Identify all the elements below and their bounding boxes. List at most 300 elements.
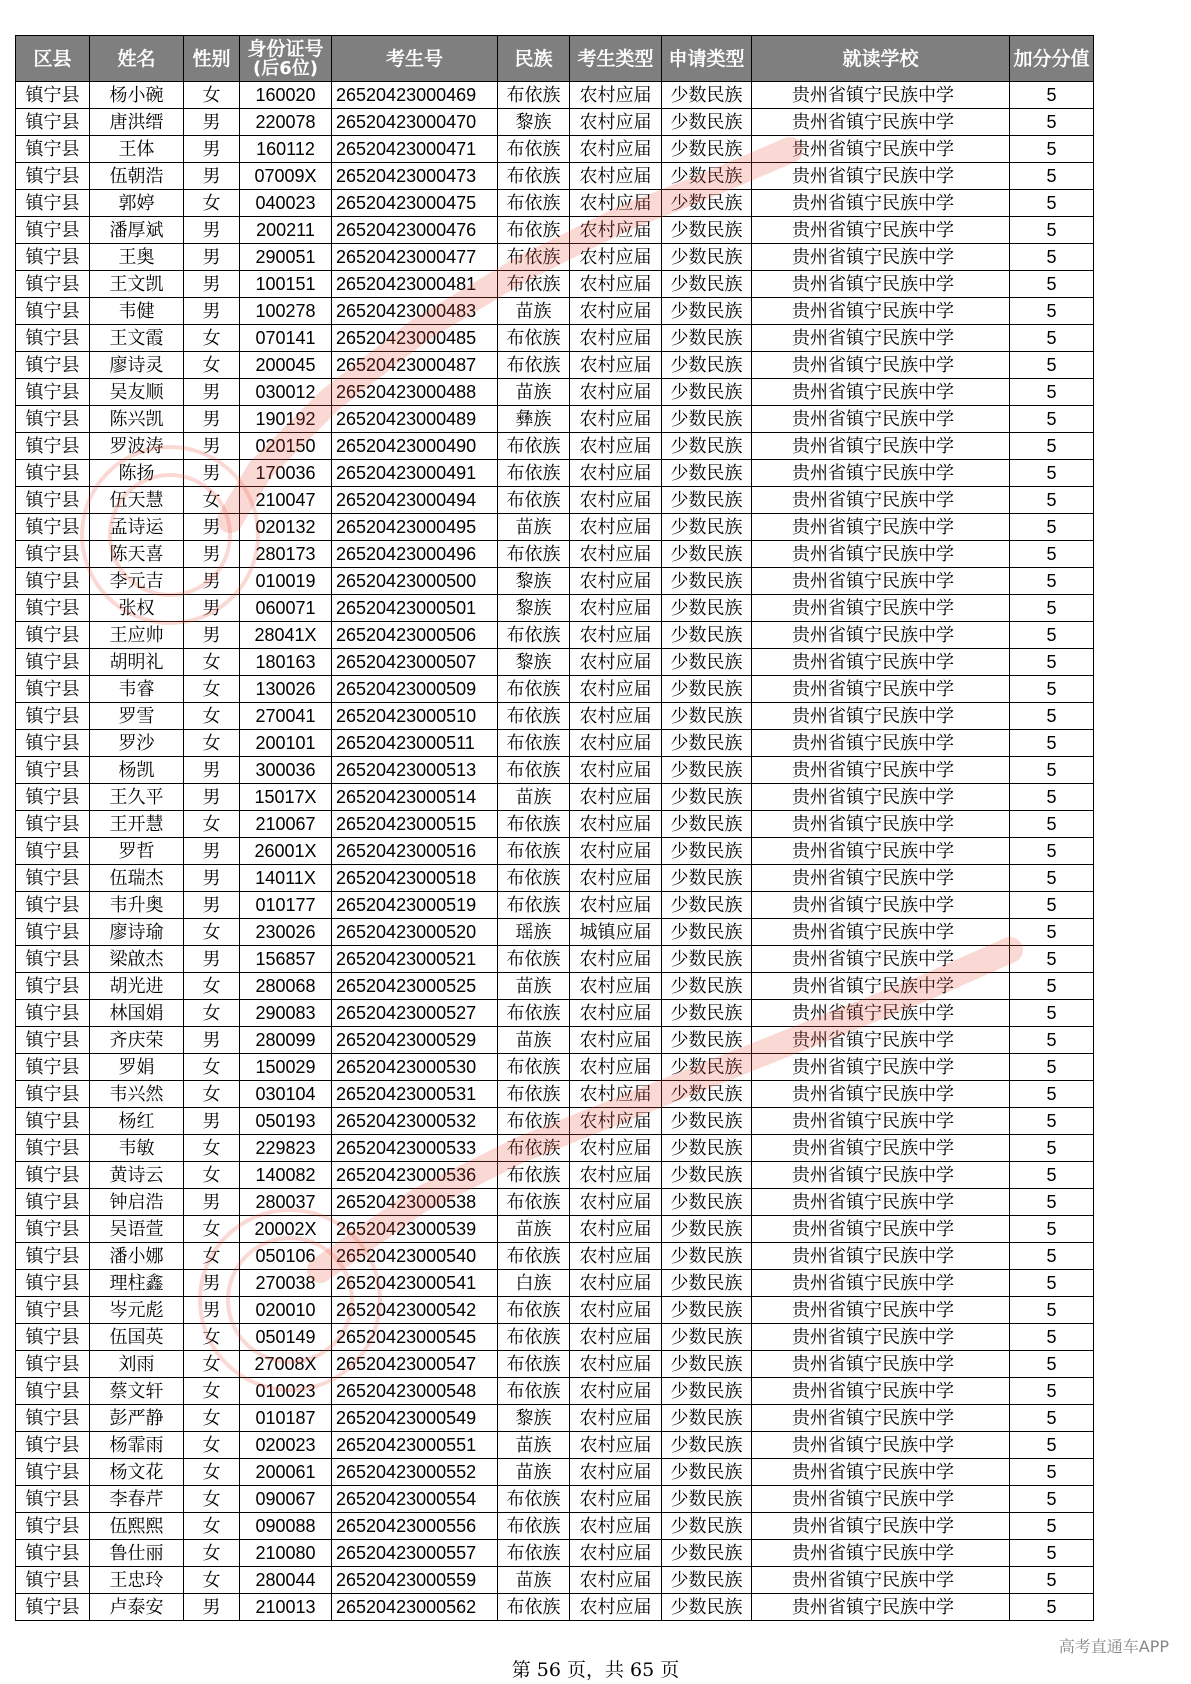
cell-exam-number: 26520423000501 xyxy=(332,595,498,622)
table-row xyxy=(16,541,1094,568)
cell-name: 廖诗灵 xyxy=(90,352,184,379)
cell-ethnicity: 布依族 xyxy=(498,703,570,730)
cell-id-last6: 010023 xyxy=(240,1378,332,1405)
table-row xyxy=(16,676,1094,703)
cell-bonus: 5 xyxy=(1010,919,1094,946)
cell-exam-number: 26520423000477 xyxy=(332,244,498,271)
cell-ethnicity: 布依族 xyxy=(498,1351,570,1378)
table-row xyxy=(16,568,1094,595)
cell-bonus: 5 xyxy=(1010,865,1094,892)
cell-name: 杨小碗 xyxy=(90,82,184,109)
cell-candidate-type: 农村应届 xyxy=(570,946,662,973)
cell-exam-number: 26520423000530 xyxy=(332,1054,498,1081)
cell-district: 镇宁县 xyxy=(16,1108,90,1135)
table-row xyxy=(16,1486,1094,1513)
cell-district: 镇宁县 xyxy=(16,514,90,541)
cell-candidate-type: 农村应届 xyxy=(570,649,662,676)
col-header-candidate-type: 考生类型 xyxy=(570,36,662,82)
cell-application-type: 少数民族 xyxy=(662,82,752,109)
cell-ethnicity: 布依族 xyxy=(498,676,570,703)
cell-district: 镇宁县 xyxy=(16,1594,90,1621)
cell-bonus: 5 xyxy=(1010,892,1094,919)
cell-bonus: 5 xyxy=(1010,838,1094,865)
cell-name: 伍天慧 xyxy=(90,487,184,514)
cell-bonus: 5 xyxy=(1010,271,1094,298)
cell-district: 镇宁县 xyxy=(16,541,90,568)
cell-name: 王奥 xyxy=(90,244,184,271)
cell-gender: 女 xyxy=(184,919,240,946)
cell-name: 韦健 xyxy=(90,298,184,325)
cell-district: 镇宁县 xyxy=(16,487,90,514)
cell-district: 镇宁县 xyxy=(16,838,90,865)
cell-name: 伍国英 xyxy=(90,1324,184,1351)
cell-bonus: 5 xyxy=(1010,514,1094,541)
cell-district: 镇宁县 xyxy=(16,1054,90,1081)
cell-name: 韦睿 xyxy=(90,676,184,703)
cell-name: 陈兴凯 xyxy=(90,406,184,433)
cell-district: 镇宁县 xyxy=(16,1540,90,1567)
cell-id-last6: 210013 xyxy=(240,1594,332,1621)
cell-name: 卢泰安 xyxy=(90,1594,184,1621)
cell-gender: 男 xyxy=(184,1594,240,1621)
cell-ethnicity: 布依族 xyxy=(498,352,570,379)
cell-id-last6: 140082 xyxy=(240,1162,332,1189)
cell-id-last6: 030012 xyxy=(240,379,332,406)
col-header-ethnicity: 民族 xyxy=(498,36,570,82)
cell-gender: 男 xyxy=(184,1270,240,1297)
cell-exam-number: 26520423000536 xyxy=(332,1162,498,1189)
cell-school: 贵州省镇宁民族中学 xyxy=(752,1216,1010,1243)
cell-bonus: 5 xyxy=(1010,406,1094,433)
cell-id-last6: 020132 xyxy=(240,514,332,541)
cell-ethnicity: 布依族 xyxy=(498,271,570,298)
cell-gender: 女 xyxy=(184,973,240,1000)
cell-bonus: 5 xyxy=(1010,1108,1094,1135)
cell-district: 镇宁县 xyxy=(16,1486,90,1513)
cell-id-last6: 160020 xyxy=(240,82,332,109)
table-row xyxy=(16,244,1094,271)
cell-district: 镇宁县 xyxy=(16,892,90,919)
cell-application-type: 少数民族 xyxy=(662,568,752,595)
table-row xyxy=(16,919,1094,946)
cell-bonus: 5 xyxy=(1010,1486,1094,1513)
cell-candidate-type: 农村应届 xyxy=(570,1432,662,1459)
cell-exam-number: 26520423000513 xyxy=(332,757,498,784)
cell-candidate-type: 农村应届 xyxy=(570,757,662,784)
table-row xyxy=(16,1378,1094,1405)
cell-application-type: 少数民族 xyxy=(662,973,752,1000)
cell-ethnicity: 黎族 xyxy=(498,1405,570,1432)
cell-exam-number: 26520423000518 xyxy=(332,865,498,892)
table-row xyxy=(16,406,1094,433)
cell-exam-number: 26520423000483 xyxy=(332,298,498,325)
cell-application-type: 少数民族 xyxy=(662,271,752,298)
cell-application-type: 少数民族 xyxy=(662,163,752,190)
cell-ethnicity: 苗族 xyxy=(498,514,570,541)
cell-district: 镇宁县 xyxy=(16,460,90,487)
cell-name: 罗沙 xyxy=(90,730,184,757)
cell-id-last6: 040023 xyxy=(240,190,332,217)
cell-exam-number: 26520423000469 xyxy=(332,82,498,109)
cell-bonus: 5 xyxy=(1010,1513,1094,1540)
page-footer: 第 56 页，共 65 页 xyxy=(511,1659,680,1681)
cell-id-last6: 090067 xyxy=(240,1486,332,1513)
cell-exam-number: 26520423000549 xyxy=(332,1405,498,1432)
cell-gender: 男 xyxy=(184,541,240,568)
cell-bonus: 5 xyxy=(1010,460,1094,487)
cell-application-type: 少数民族 xyxy=(662,1108,752,1135)
cell-bonus: 5 xyxy=(1010,595,1094,622)
cell-ethnicity: 苗族 xyxy=(498,784,570,811)
table-row xyxy=(16,946,1094,973)
cell-ethnicity: 黎族 xyxy=(498,568,570,595)
cell-id-last6: 070141 xyxy=(240,325,332,352)
table-row xyxy=(16,460,1094,487)
cell-name: 孟诗运 xyxy=(90,514,184,541)
cell-district: 镇宁县 xyxy=(16,352,90,379)
cell-candidate-type: 农村应届 xyxy=(570,514,662,541)
cell-district: 镇宁县 xyxy=(16,1027,90,1054)
cell-bonus: 5 xyxy=(1010,784,1094,811)
cell-name: 胡明礼 xyxy=(90,649,184,676)
cell-candidate-type: 农村应届 xyxy=(570,352,662,379)
cell-school: 贵州省镇宁民族中学 xyxy=(752,595,1010,622)
cell-name: 韦兴然 xyxy=(90,1081,184,1108)
cell-bonus: 5 xyxy=(1010,136,1094,163)
table-row xyxy=(16,1513,1094,1540)
cell-ethnicity: 布依族 xyxy=(498,541,570,568)
cell-ethnicity: 布依族 xyxy=(498,1162,570,1189)
cell-gender: 女 xyxy=(184,1054,240,1081)
table-row xyxy=(16,730,1094,757)
cell-gender: 男 xyxy=(184,406,240,433)
table-row xyxy=(16,1243,1094,1270)
cell-candidate-type: 农村应届 xyxy=(570,1081,662,1108)
cell-candidate-type: 农村应届 xyxy=(570,1378,662,1405)
cell-name: 潘厚斌 xyxy=(90,217,184,244)
cell-district: 镇宁县 xyxy=(16,1081,90,1108)
cell-school: 贵州省镇宁民族中学 xyxy=(752,136,1010,163)
cell-district: 镇宁县 xyxy=(16,865,90,892)
table-row xyxy=(16,1027,1094,1054)
cell-gender: 女 xyxy=(184,352,240,379)
cell-gender: 女 xyxy=(184,1432,240,1459)
cell-exam-number: 26520423000547 xyxy=(332,1351,498,1378)
cell-school: 贵州省镇宁民族中学 xyxy=(752,1378,1010,1405)
cell-exam-number: 26520423000485 xyxy=(332,325,498,352)
cell-bonus: 5 xyxy=(1010,1135,1094,1162)
table-row xyxy=(16,865,1094,892)
table-row xyxy=(16,217,1094,244)
cell-ethnicity: 布依族 xyxy=(498,838,570,865)
cell-school: 贵州省镇宁民族中学 xyxy=(752,1432,1010,1459)
cell-candidate-type: 农村应届 xyxy=(570,865,662,892)
cell-name: 陈天喜 xyxy=(90,541,184,568)
cell-ethnicity: 苗族 xyxy=(498,1027,570,1054)
cell-name: 廖诗瑜 xyxy=(90,919,184,946)
cell-candidate-type: 农村应届 xyxy=(570,190,662,217)
cell-exam-number: 26520423000539 xyxy=(332,1216,498,1243)
cell-name: 王应帅 xyxy=(90,622,184,649)
cell-application-type: 少数民族 xyxy=(662,1297,752,1324)
cell-school: 贵州省镇宁民族中学 xyxy=(752,730,1010,757)
cell-ethnicity: 布依族 xyxy=(498,757,570,784)
cell-exam-number: 26520423000562 xyxy=(332,1594,498,1621)
cell-gender: 男 xyxy=(184,568,240,595)
cell-school: 贵州省镇宁民族中学 xyxy=(752,514,1010,541)
cell-school: 贵州省镇宁民族中学 xyxy=(752,1540,1010,1567)
cell-application-type: 少数民族 xyxy=(662,1324,752,1351)
cell-application-type: 少数民族 xyxy=(662,406,752,433)
cell-exam-number: 26520423000542 xyxy=(332,1297,498,1324)
cell-district: 镇宁县 xyxy=(16,1378,90,1405)
cell-name: 彭严静 xyxy=(90,1405,184,1432)
cell-ethnicity: 布依族 xyxy=(498,1081,570,1108)
cell-candidate-type: 农村应届 xyxy=(570,1000,662,1027)
cell-bonus: 5 xyxy=(1010,109,1094,136)
cell-district: 镇宁县 xyxy=(16,1459,90,1486)
cell-id-last6: 280173 xyxy=(240,541,332,568)
cell-district: 镇宁县 xyxy=(16,676,90,703)
cell-ethnicity: 布依族 xyxy=(498,730,570,757)
cell-name: 王久平 xyxy=(90,784,184,811)
cell-exam-number: 26520423000500 xyxy=(332,568,498,595)
cell-bonus: 5 xyxy=(1010,1081,1094,1108)
cell-application-type: 少数民族 xyxy=(662,865,752,892)
cell-id-last6: 050106 xyxy=(240,1243,332,1270)
cell-gender: 男 xyxy=(184,514,240,541)
cell-gender: 男 xyxy=(184,217,240,244)
cell-ethnicity: 布依族 xyxy=(498,1513,570,1540)
cell-bonus: 5 xyxy=(1010,379,1094,406)
cell-candidate-type: 农村应届 xyxy=(570,676,662,703)
cell-candidate-type: 农村应届 xyxy=(570,325,662,352)
table-row xyxy=(16,1000,1094,1027)
cell-gender: 女 xyxy=(184,676,240,703)
cell-id-last6: 020150 xyxy=(240,433,332,460)
cell-application-type: 少数民族 xyxy=(662,1081,752,1108)
cell-candidate-type: 农村应届 xyxy=(570,1162,662,1189)
cell-id-last6: 060071 xyxy=(240,595,332,622)
cell-gender: 女 xyxy=(184,487,240,514)
cell-bonus: 5 xyxy=(1010,568,1094,595)
cell-candidate-type: 农村应届 xyxy=(570,784,662,811)
cell-name: 潘小娜 xyxy=(90,1243,184,1270)
cell-ethnicity: 布依族 xyxy=(498,433,570,460)
cell-gender: 女 xyxy=(184,1162,240,1189)
cell-exam-number: 26520423000470 xyxy=(332,109,498,136)
cell-ethnicity: 布依族 xyxy=(498,1000,570,1027)
cell-exam-number: 26520423000506 xyxy=(332,622,498,649)
cell-ethnicity: 布依族 xyxy=(498,1486,570,1513)
cell-candidate-type: 农村应届 xyxy=(570,1324,662,1351)
col-header-id-line2: (后6位) xyxy=(253,57,318,79)
cell-name: 罗波涛 xyxy=(90,433,184,460)
cell-application-type: 少数民族 xyxy=(662,514,752,541)
cell-id-last6: 07009X xyxy=(240,163,332,190)
cell-bonus: 5 xyxy=(1010,676,1094,703)
cell-exam-number: 26520423000494 xyxy=(332,487,498,514)
cell-school: 贵州省镇宁民族中学 xyxy=(752,244,1010,271)
cell-gender: 女 xyxy=(184,811,240,838)
table-row xyxy=(16,784,1094,811)
cell-exam-number: 26520423000509 xyxy=(332,676,498,703)
cell-school: 贵州省镇宁民族中学 xyxy=(752,1567,1010,1594)
table-row xyxy=(16,109,1094,136)
cell-school: 贵州省镇宁民族中学 xyxy=(752,190,1010,217)
cell-id-last6: 28041X xyxy=(240,622,332,649)
cell-candidate-type: 农村应届 xyxy=(570,541,662,568)
cell-bonus: 5 xyxy=(1010,649,1094,676)
table-row xyxy=(16,757,1094,784)
cell-application-type: 少数民族 xyxy=(662,784,752,811)
cell-name: 唐洪缙 xyxy=(90,109,184,136)
cell-gender: 男 xyxy=(184,865,240,892)
cell-school: 贵州省镇宁民族中学 xyxy=(752,811,1010,838)
table-row xyxy=(16,649,1094,676)
cell-gender: 男 xyxy=(184,1189,240,1216)
cell-school: 贵州省镇宁民族中学 xyxy=(752,946,1010,973)
cell-candidate-type: 农村应届 xyxy=(570,136,662,163)
cell-ethnicity: 苗族 xyxy=(498,379,570,406)
cell-application-type: 少数民族 xyxy=(662,1270,752,1297)
cell-exam-number: 26520423000554 xyxy=(332,1486,498,1513)
cell-exam-number: 26520423000471 xyxy=(332,136,498,163)
cell-gender: 男 xyxy=(184,298,240,325)
cell-school: 贵州省镇宁民族中学 xyxy=(752,865,1010,892)
cell-gender: 女 xyxy=(184,1405,240,1432)
cell-school: 贵州省镇宁民族中学 xyxy=(752,541,1010,568)
cell-gender: 男 xyxy=(184,595,240,622)
table-row xyxy=(16,1081,1094,1108)
cell-candidate-type: 农村应届 xyxy=(570,1540,662,1567)
cell-ethnicity: 苗族 xyxy=(498,1567,570,1594)
cell-district: 镇宁县 xyxy=(16,406,90,433)
cell-name: 吴友顺 xyxy=(90,379,184,406)
cell-exam-number: 26520423000510 xyxy=(332,703,498,730)
cell-id-last6: 100278 xyxy=(240,298,332,325)
cell-ethnicity: 布依族 xyxy=(498,1189,570,1216)
cell-bonus: 5 xyxy=(1010,946,1094,973)
cell-bonus: 5 xyxy=(1010,1297,1094,1324)
cell-ethnicity: 布依族 xyxy=(498,190,570,217)
cell-exam-number: 26520423000557 xyxy=(332,1540,498,1567)
cell-school: 贵州省镇宁民族中学 xyxy=(752,325,1010,352)
cell-candidate-type: 农村应届 xyxy=(570,838,662,865)
cell-exam-number: 26520423000520 xyxy=(332,919,498,946)
cell-district: 镇宁县 xyxy=(16,379,90,406)
cell-school: 贵州省镇宁民族中学 xyxy=(752,298,1010,325)
cell-bonus: 5 xyxy=(1010,622,1094,649)
cell-ethnicity: 布依族 xyxy=(498,1243,570,1270)
cell-gender: 男 xyxy=(184,946,240,973)
cell-application-type: 少数民族 xyxy=(662,1054,752,1081)
col-header-exam-number: 考生号 xyxy=(332,36,498,82)
cell-id-last6: 280037 xyxy=(240,1189,332,1216)
cell-id-last6: 090088 xyxy=(240,1513,332,1540)
cell-school: 贵州省镇宁民族中学 xyxy=(752,568,1010,595)
cell-candidate-type: 农村应届 xyxy=(570,1405,662,1432)
cell-district: 镇宁县 xyxy=(16,1000,90,1027)
col-header-id xyxy=(240,36,332,82)
cell-ethnicity: 布依族 xyxy=(498,163,570,190)
cell-id-last6: 030104 xyxy=(240,1081,332,1108)
cell-application-type: 少数民族 xyxy=(662,649,752,676)
cell-application-type: 少数民族 xyxy=(662,892,752,919)
cell-id-last6: 210067 xyxy=(240,811,332,838)
cell-application-type: 少数民族 xyxy=(662,1459,752,1486)
cell-gender: 女 xyxy=(184,1540,240,1567)
cell-candidate-type: 农村应届 xyxy=(570,1135,662,1162)
cell-ethnicity: 布依族 xyxy=(498,892,570,919)
cell-ethnicity: 布依族 xyxy=(498,325,570,352)
cell-district: 镇宁县 xyxy=(16,244,90,271)
table-row xyxy=(16,1135,1094,1162)
cell-id-last6: 010187 xyxy=(240,1405,332,1432)
cell-gender: 女 xyxy=(184,1135,240,1162)
cell-bonus: 5 xyxy=(1010,973,1094,1000)
cell-gender: 女 xyxy=(184,325,240,352)
cell-exam-number: 26520423000552 xyxy=(332,1459,498,1486)
cell-bonus: 5 xyxy=(1010,1000,1094,1027)
cell-name: 王文霞 xyxy=(90,325,184,352)
cell-id-last6: 15017X xyxy=(240,784,332,811)
table-row xyxy=(16,811,1094,838)
cell-exam-number: 26520423000511 xyxy=(332,730,498,757)
col-header-id-line1: 身份证号 xyxy=(247,37,324,60)
candidate-table xyxy=(15,35,1094,1621)
cell-name: 伍瑞杰 xyxy=(90,865,184,892)
cell-bonus: 5 xyxy=(1010,487,1094,514)
cell-school: 贵州省镇宁民族中学 xyxy=(752,892,1010,919)
cell-bonus: 5 xyxy=(1010,298,1094,325)
cell-candidate-type: 农村应届 xyxy=(570,622,662,649)
col-header-bonus: 加分分值 xyxy=(1010,36,1094,82)
cell-exam-number: 26520423000541 xyxy=(332,1270,498,1297)
cell-application-type: 少数民族 xyxy=(662,433,752,460)
cell-candidate-type: 农村应届 xyxy=(570,1189,662,1216)
cell-exam-number: 26520423000538 xyxy=(332,1189,498,1216)
cell-id-last6: 100151 xyxy=(240,271,332,298)
cell-exam-number: 26520423000545 xyxy=(332,1324,498,1351)
cell-application-type: 少数民族 xyxy=(662,1135,752,1162)
cell-application-type: 少数民族 xyxy=(662,1027,752,1054)
cell-school: 贵州省镇宁民族中学 xyxy=(752,1081,1010,1108)
cell-school: 贵州省镇宁民族中学 xyxy=(752,1000,1010,1027)
cell-id-last6: 200211 xyxy=(240,217,332,244)
col-header-application-type: 申请类型 xyxy=(662,36,752,82)
cell-name: 郭婷 xyxy=(90,190,184,217)
cell-id-last6: 170036 xyxy=(240,460,332,487)
cell-gender: 女 xyxy=(184,730,240,757)
cell-candidate-type: 农村应届 xyxy=(570,1486,662,1513)
table-row xyxy=(16,1459,1094,1486)
cell-district: 镇宁县 xyxy=(16,163,90,190)
cell-id-last6: 280099 xyxy=(240,1027,332,1054)
cell-name: 杨文花 xyxy=(90,1459,184,1486)
col-header-name: 姓名 xyxy=(90,36,184,82)
cell-bonus: 5 xyxy=(1010,730,1094,757)
cell-id-last6: 200101 xyxy=(240,730,332,757)
cell-candidate-type: 农村应届 xyxy=(570,703,662,730)
col-header-gender: 性别 xyxy=(184,36,240,82)
table-row xyxy=(16,1189,1094,1216)
cell-ethnicity: 白族 xyxy=(498,1270,570,1297)
cell-application-type: 少数民族 xyxy=(662,487,752,514)
cell-name: 张权 xyxy=(90,595,184,622)
cell-application-type: 少数民族 xyxy=(662,1405,752,1432)
cell-school: 贵州省镇宁民族中学 xyxy=(752,838,1010,865)
